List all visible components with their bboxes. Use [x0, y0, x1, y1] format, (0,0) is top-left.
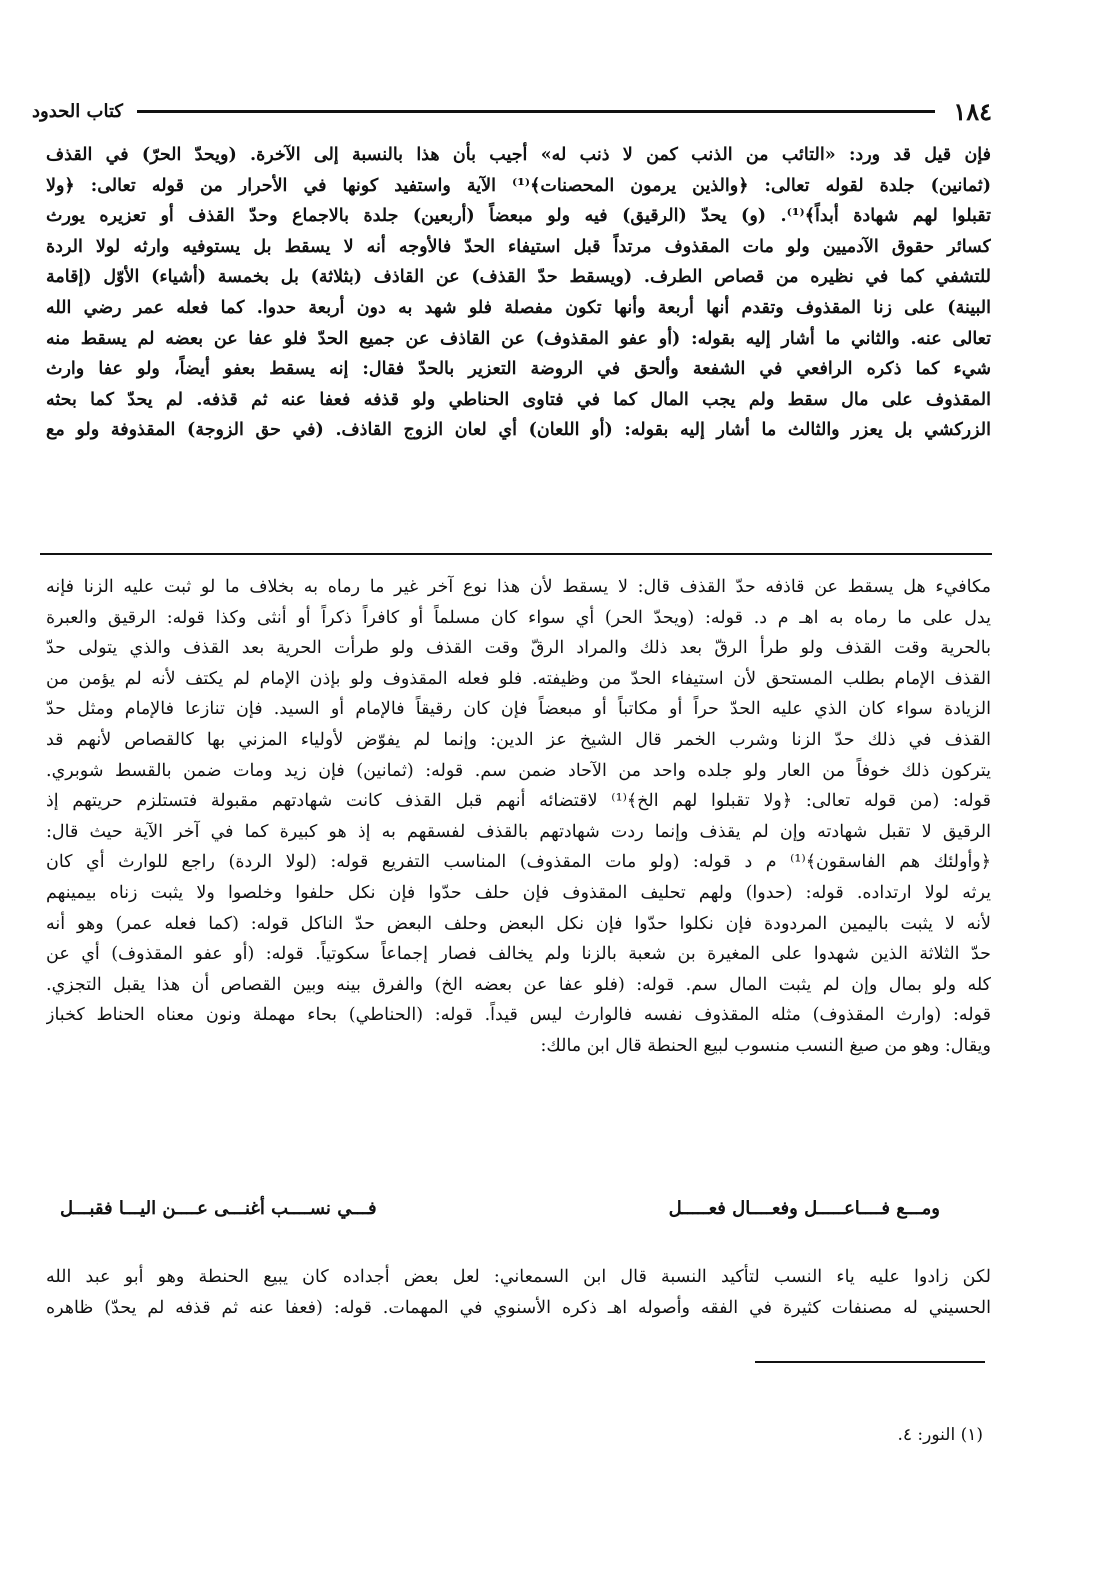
commentary-line: لكن زادوا عليه ياء النسب لتأكيد النسبة قال ابن السمعاني: لعل بعض أجداده كان يبيع الحنطة وهو أبو عبد الله — [46, 1267, 991, 1287]
text-separator-rule — [40, 553, 992, 555]
page-header — [32, 94, 992, 128]
main-text-line: المقذوف على مال سقط ولم يجب المال كما في فتاوى الحناطي ولو قذفه فعفا عنه ثم قذفه. لم يحدّ كما بحثه — [46, 389, 991, 410]
commentary-line: بالحرية وقت القذف ولو طرأ الرقّ بعد ذلك والمراد الرقّ وقت القذف ولو طرأت الحرية بعد القذف والذي يتولى حدّ — [46, 638, 991, 659]
commentary-line: حدّ الثلاثة الذين شهدوا على المغيرة بن شعبة بالزنا ولم يخالف فصار إجماعاً سكوتياً. قوله: (أو عفو المقذوف) أي عن — [46, 944, 991, 965]
main-text-line: البينة) على زنا المقذوف وتقدم أنها أربعة وأنها تكون مفصلة فلو شهد به دون أربعة حدوا. كما فعله عمر رضي الله — [46, 297, 991, 318]
commentary-continuation — [46, 1262, 991, 1323]
commentary-line: قوله: (من قوله تعالى: ﴿ولا تقبلوا لهم الخ﴾⁽¹⁾ لاقتضائه أنهم قبل القذف كانت شهادتهم مقبولة فتستلزم حريتهم إذ — [46, 791, 991, 812]
poem-hemistich-right: ومـــع فــــاعـــــل وفعــــال فعـــــل — [668, 1198, 940, 1219]
footnote: (١) النور: ٤. — [897, 1425, 983, 1445]
main-text-line: تقبلوا لهم شهادة أبداً﴾⁽¹⁾. (و) يحدّ (الرقيق) فيه ولو مبعضاً (أربعين) جلدة بالاجماع وحدّ القذف أو تعزيره يورث — [46, 206, 991, 227]
commentary-line: القذف في ذلك حدّ الزنا وشرب الخمر قال الشيخ عز الدين: وإنما لم يفوّض لأولياء المزني بها كالقصاص لأنهم قد — [46, 729, 991, 750]
commentary-line: لأنه لا يثبت باليمين المردودة فإن نكلوا حدّوا فإن نكل البعض وحلف البعض حدّ الناكل قوله: (كما فعله عمر) وهو أنه — [46, 913, 991, 934]
page-number: ١٨٤ — [953, 96, 992, 126]
footnote-rule — [755, 1361, 985, 1363]
poem-verse — [60, 1198, 940, 1232]
main-text-line: كسائر حقوق الآدميين ولو مات المقذوف مرتداً قبل استيفاء الحدّ فالأوجه أنه لا يسقط بل يستوفيه وارثه لولا الردة — [46, 236, 991, 257]
main-text-line: فإن قيل قد ورد: «التائب من الذنب كمن لا ذنب له» أجيب بأن هذا بالنسبة إلى الآخرة. (ويحدّ الحرّ) في القذف — [46, 145, 991, 165]
commentary-line: القذف الإمام بطلب المستحق لأن استيفاء الحدّ من وظيفته. فلو فعله المقذوف ولو بإذن الإمام لم يكتف لأنه لم يؤمن من — [46, 668, 991, 689]
commentary-line: الرقيق لا تقبل شهادته وإن لم يقذف وإنما ردت شهادتهم بالقذف لفسقهم به إذ هو كبيرة كما في آخر الآية حيث قال: — [46, 821, 991, 842]
poem-hemistich-left: فـــي نســــب أغنـــى عــــن اليـــا فقبـــل — [60, 1198, 377, 1219]
commentary-line: ويقال: وهو من صيغ النسب منسوب لبيع الحنطة قال ابن مالك: — [540, 1035, 991, 1056]
commentary-line: كله ولو بمال وإن لم يثبت المال سم. قوله: (فلو عفا عن بعضه الخ) والفرق بينه وبين القصاص أن هذا يقبل التجزي. — [46, 974, 991, 995]
main-text-line: الزركشي بل يعزر والثالث ما أشار إليه بقوله: (أو اللعان) أي لعان الزوج القاذف. (في حق الزوجة) المقذوفة ولو مع — [46, 420, 991, 441]
commentary-line: مكافيء هل يسقط عن قاذفه حدّ القذف قال: لا يسقط لأن هذا نوع آخر غير ما رماه به بخلاف ما لو ثبت عليه الزنا فإنه — [46, 577, 991, 597]
main-text-line: شيء كما ذكره الرافعي في الشفعة وألحق في الروضة التعزير بالحدّ فقال: إنه يسقط بعفو أيضاً، ولو عفا وارث — [46, 359, 991, 380]
commentary-line: الحسيني له مصنفات كثيرة في الفقه وأصوله اهـ ذكره الأسنوي في المهمات. قوله: (فعفا عنه ثم قذفه لم يحدّ) ظاهره — [46, 1297, 991, 1318]
main-text-line: (ثمانين) جلدة لقوله تعالى: ﴿والذين يرمون المحصنات﴾⁽¹⁾ الآية واستفيد كونها في الأحرار من قوله تعالى: ﴿ولا — [46, 175, 991, 196]
header-rule — [137, 110, 935, 113]
commentary-line: الزيادة سواء كان الذي عليه الحدّ حراً أو مكاتباً أو مبعضاً فإن كان رقيقاً فالإمام أو السيد. فإن تنازعا فالإمام ومثل حدّ — [46, 699, 991, 720]
main-text — [46, 140, 991, 446]
main-text-line: تعالى عنه. والثاني ما أشار إليه بقوله: (أو عفو المقذوف) عن القاذف عن جميع الحدّ فلو عفا عن بعضه لم يسقط منه — [46, 328, 991, 349]
commentary-line: يدل على ما رماه به اهـ م د. قوله: (ويحدّ الحر) أي سواء كان مسلماً أو كافراً ذكراً أو أنثى وكذا قوله: الرقيق والعبرة — [46, 607, 991, 628]
commentary-line: قوله: (وارث المقذوف) مثله المقذوف نفسه فالوارث ليس قيداً. قوله: (الحناطي) بحاء مهملة ونون معناه الحناط كخباز — [46, 1005, 991, 1026]
commentary-line: يتركون ذلك خوفاً من العار ولو جلده واحد من الآحاد ضمن سم. قوله: (ثمانين) فإن زيد ومات ضمن بالقسط شوبري. — [46, 760, 991, 781]
commentary-line: ﴿وأولئك هم الفاسقون﴾⁽¹⁾ م د قوله: (ولو مات المقذوف) المناسب التفريع قوله: (لولا الردة) راجع للوارث أي كان — [46, 852, 991, 873]
commentary-text — [46, 572, 991, 1062]
main-text-line: للتشفي كما في نظيره من قصاص الطرف. (ويسقط حدّ القذف) عن القاذف (بثلاثة) بل بخمسة (أشياء) الأوّل (إقامة — [46, 267, 991, 288]
commentary-line: يرثه لولا ارتداده. قوله: (حدوا) ولهم تحليف المقذوف فإن حلف حدّوا فإن نكل حلفوا وخلصوا ولا يثبت زناه بيمينهم — [46, 882, 991, 903]
running-title: كتاب الحدود — [32, 100, 123, 122]
